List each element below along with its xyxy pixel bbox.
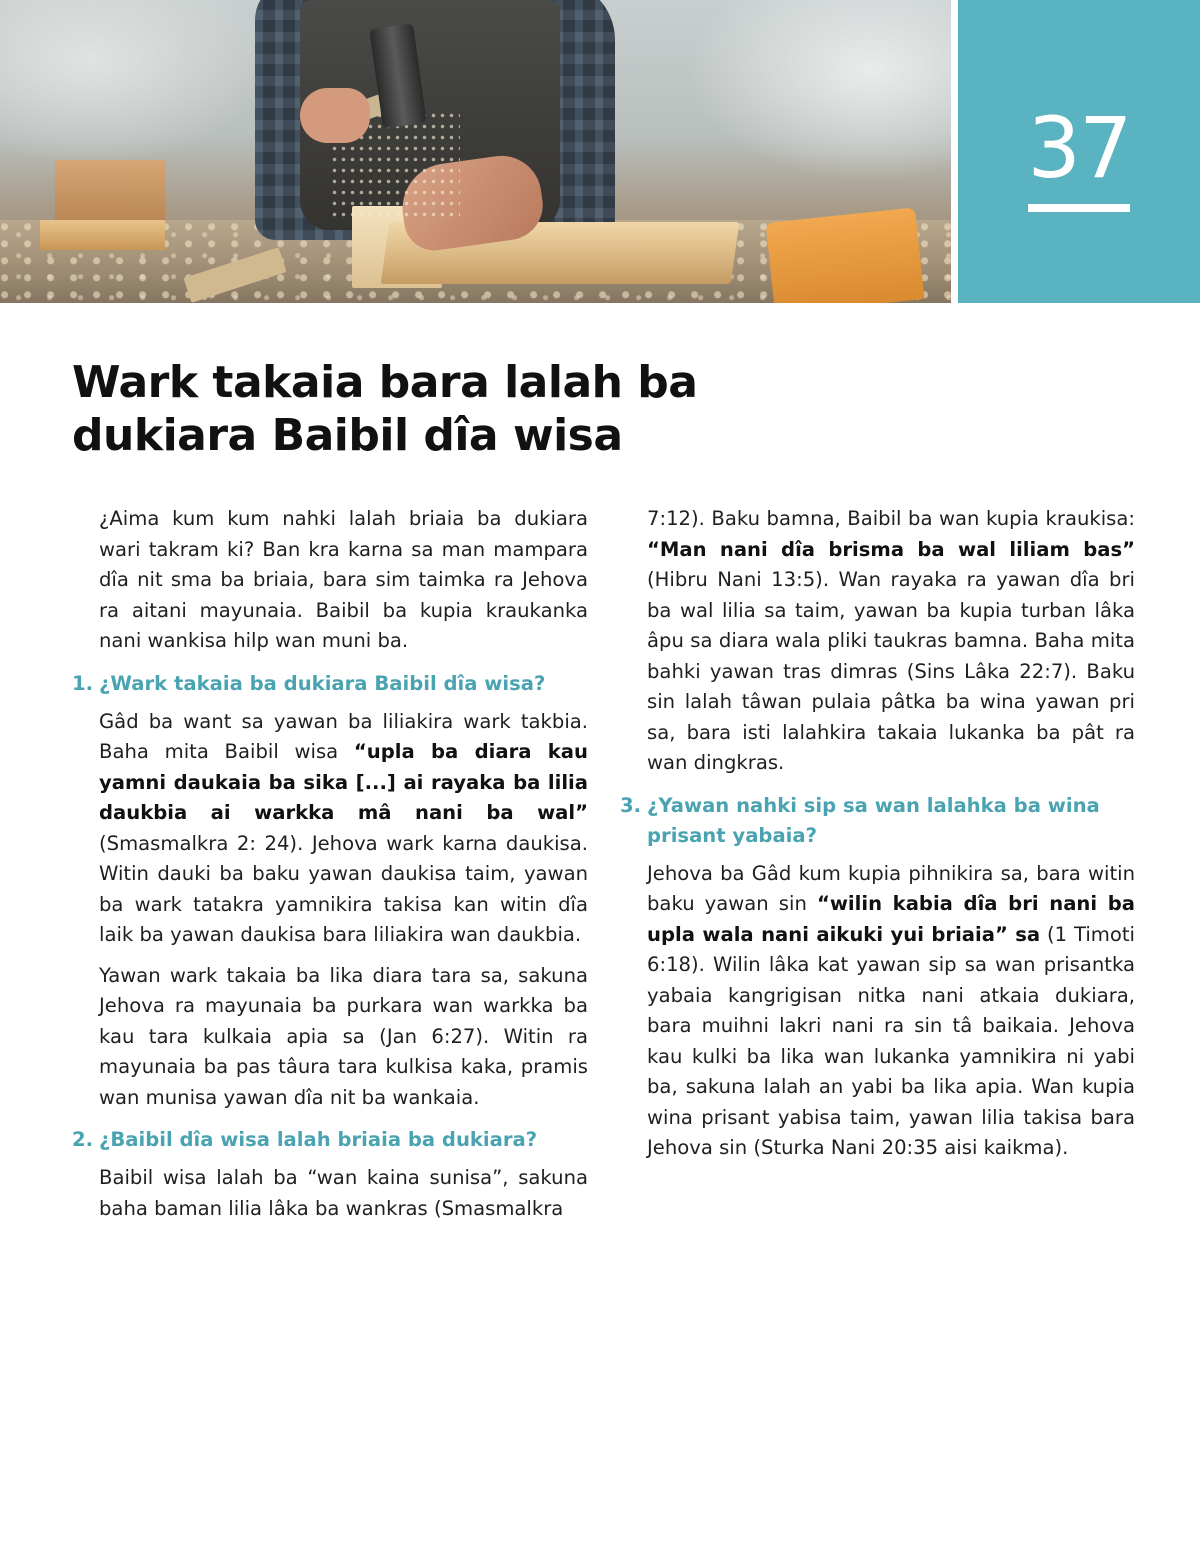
hero-photo (0, 0, 951, 303)
wood-box (55, 160, 165, 222)
question-text: ¿Baibil dîa wisa lalah briaia ba dukiara? (99, 1128, 538, 1151)
chapter-rule (1028, 204, 1130, 212)
question-number: 3. (620, 793, 642, 817)
question-text: ¿Wark takaia ba dukiara Baibil dîa wisa? (99, 671, 546, 695)
wood-box-lid (40, 220, 165, 250)
section-1-paragraph-1 (72, 707, 588, 951)
text-run: (1 Timoti 6:18). Wilin lâka kat yawan sip sa wan prisantka yabaia kangrigisan nitka nani atkaia dukiara, bara muihni lakri nani ra sin tâ baikaia. Jehova kau kulki ba lika wan lukanka yamnikira ni yabi ba, sakuna lalah an yabi ba lika apia. Wan kupia wina prisant yabisa taim, yawan lilia takisa bara Jehova sin (Sturka Nani 20:35 aisi kaikma). (647, 922, 1135, 1159)
bold-quote: “wilin kabia dîa bri nani ba upla wala nani aikuki yui briaia” sa (647, 892, 1135, 946)
section-2-paragraph-start: Baibil wisa lalah ba “wan kaina sunisa”, sakuna baha baman lilia lâka ba wankras (Smasmalkra (99, 1166, 588, 1220)
question-heading-2 (72, 1125, 588, 1155)
text-run: (Hibru Nani 13:5). Wan rayaka ra yawan dîa bri ba wal lilia sa taim, yawan ba kupia turban lâka âpu sa diara wala pliki taukras bamna. Baha mita bahki yawan tras dimras (Sins Lâka 22:7). Baku sin lalah tâwan pulaia pâtka ba wina yawan pri sa, bara isti lalahkira takaia lukanka ba pât ra wan dingkras. (647, 568, 1135, 774)
section-1-paragraph-2: Yawan wark takaia ba lika diara tara sa, sakuna Jehova ra mayunaia ba purkara wan warkka ba kau tara kulkaia apia sa (Jan 6:27). Witin ra mayunaia ba pas tâura tara kulkisa kaka, pramis wan munisa yawan dîa nit ba wankaia. (99, 963, 588, 1109)
question-number: 1. (72, 671, 94, 695)
chapter-box (958, 0, 1200, 303)
question-heading-1 (72, 669, 588, 699)
text-run: (Smasmalkra 2: 24). Jehova wark karna daukisa. Witin dauki ba baku yawan daukisa taim, yawan ba wark tatakra yamnikira takisa kan witin dîa laik ba yawan daukisa bara liliakira wan daukbia. (99, 831, 588, 946)
intro-paragraph: ¿Aima kum kum nahki lalah briaia ba dukiara wari takram ki? Ban kra karna sa man mampara dîa nit sma ba briaia, bara sim taimka ra Jehova ra aitani mayunaia. Baibil ba kupia kraukanka nani wankisa hilp wan muni ba. (99, 507, 588, 652)
left-hand (300, 88, 370, 143)
text-run: Gâd ba want sa yawan ba liliakira wark takbia. Baha mita Baibil wisa (99, 709, 588, 763)
section-2-paragraph-continued (620, 504, 1135, 779)
text-run: 7:12). Baku bamna, Baibil ba wan kupia kraukisa: (647, 507, 1135, 530)
orange-container (766, 207, 925, 303)
question-number: 2. (72, 1128, 94, 1151)
chapter-number: 37 (1027, 99, 1131, 197)
question-text: ¿Yawan nahki sip sa wan lalahka ba wina prisant yabaia? (647, 793, 1100, 847)
question-heading-3 (620, 791, 1135, 851)
page-title: Wark takaia bara lalah ba dukiara Baibil dîa wisa (72, 357, 698, 461)
section-3-paragraph-1 (620, 859, 1135, 1164)
left-column (72, 504, 588, 1234)
right-column (620, 504, 1135, 1174)
text-run: Jehova ba Gâd kum kupia pihnikira sa, bara witin baku yawan sin (647, 861, 1135, 915)
bold-quote: “Man nani dîa brisma ba wal liliam bas” (647, 537, 1135, 561)
bold-quote: “upla ba diara kau yamni daukaia ba sika [...] ai rayaka ba lilia daukbia ai warkka mâ nani ba wal” (99, 740, 588, 824)
